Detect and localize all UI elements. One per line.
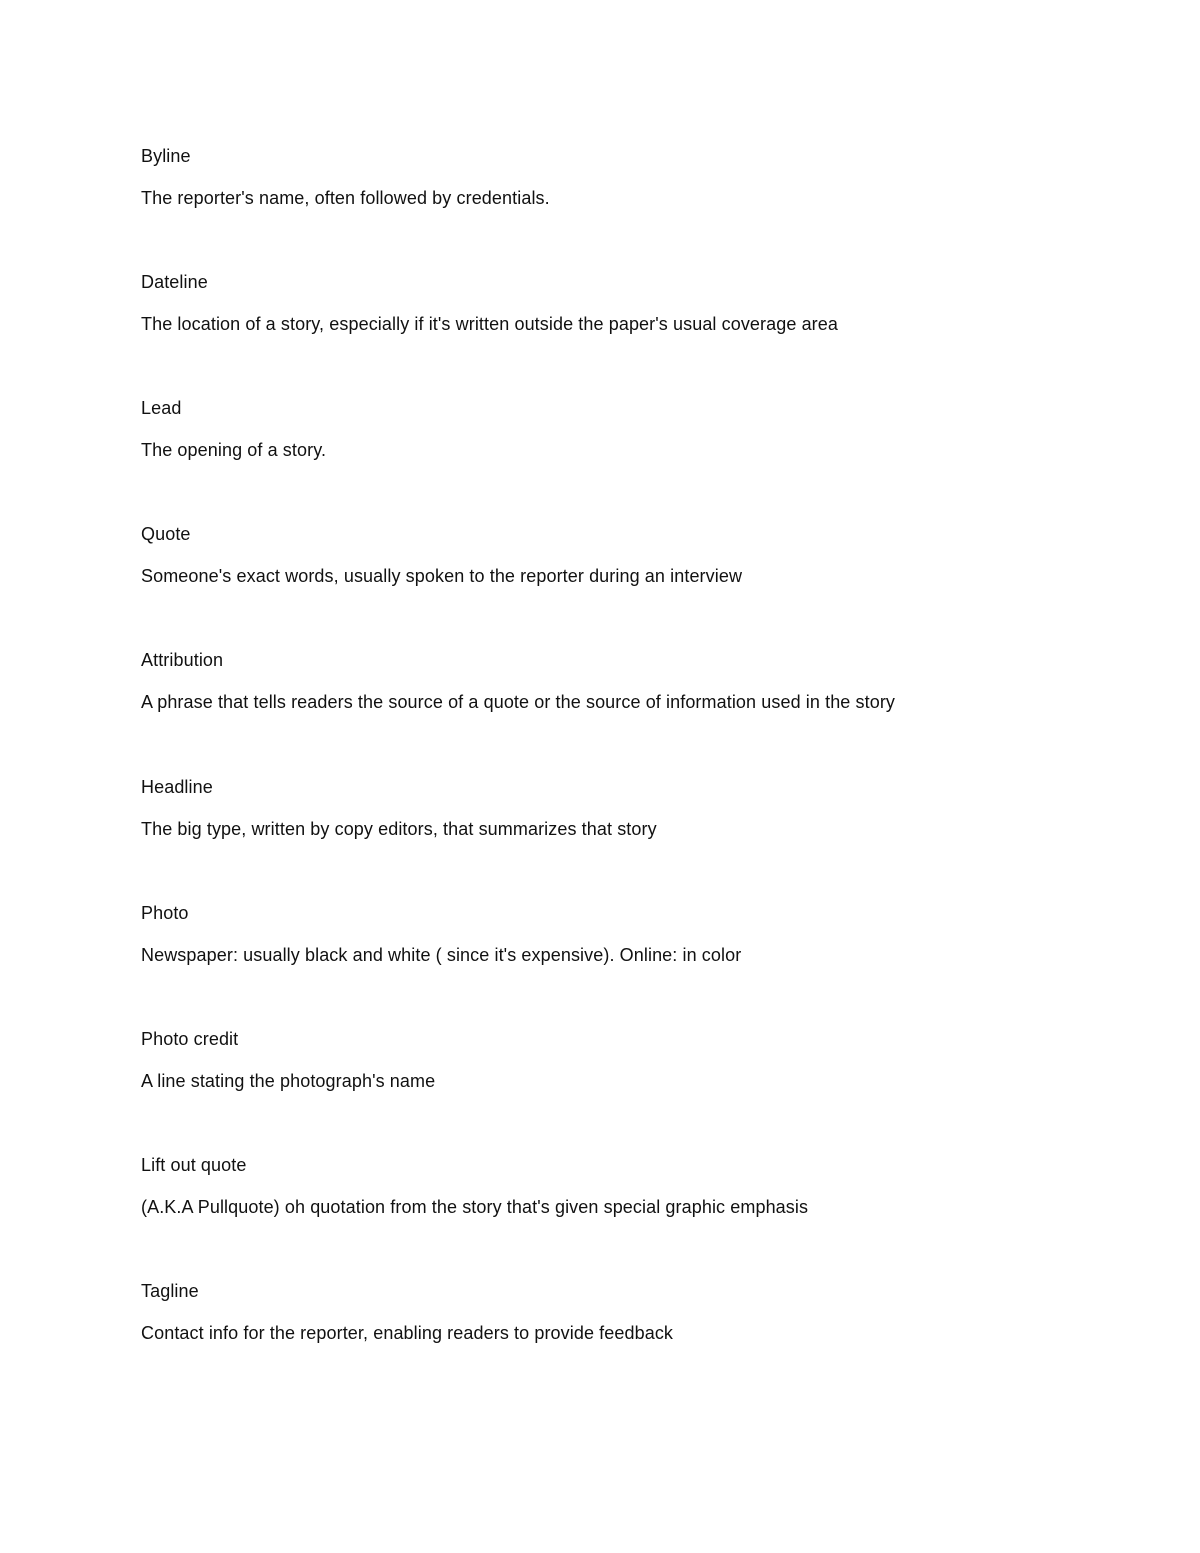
definition-photo-credit: A line stating the photograph's name [141,1071,436,1091]
term-attribution: Attribution [141,650,224,670]
term-photo-credit: Photo credit [141,1029,239,1049]
definition-lead: The opening of a story. [141,440,327,460]
definition-quote: Someone's exact words, usually spoken to the reporter during an interview [141,566,743,586]
definition-photo: Newspaper: usually black and white ( since it's expensive). Online: in color [141,945,742,965]
term-quote: Quote [141,524,191,544]
term-headline: Headline [141,777,213,797]
definition-headline: The big type, written by copy editors, that summarizes that story [141,819,657,839]
definition-lift-out-quote: (A.K.A Pullquote) oh quotation from the story that's given special graphic emphasis [141,1197,809,1217]
definition-tagline: Contact info for the reporter, enabling readers to provide feedback [141,1323,674,1343]
definition-dateline: The location of a story, especially if it's written outside the paper's usual coverage area [141,314,839,334]
term-photo: Photo [141,903,189,923]
term-byline: Byline [141,146,191,166]
term-dateline: Dateline [141,272,208,292]
term-lift-out-quote: Lift out quote [141,1155,247,1175]
term-lead: Lead [141,398,182,418]
definition-attribution: A phrase that tells readers the source of a quote or the source of information used in the story [141,692,896,712]
definition-byline: The reporter's name, often followed by credentials. [141,188,550,208]
term-tagline: Tagline [141,1281,199,1301]
